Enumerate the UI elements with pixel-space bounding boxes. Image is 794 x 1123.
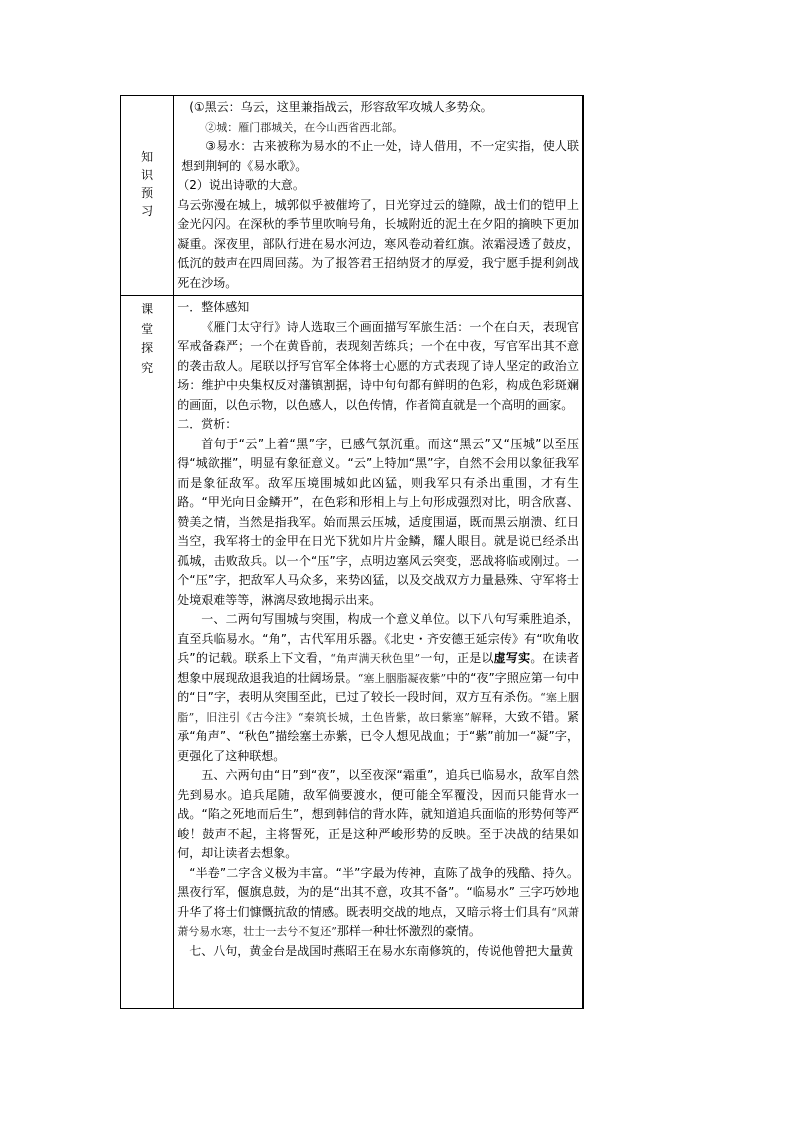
- side-char: 习: [141, 204, 154, 218]
- explore-row: [121, 296, 584, 1009]
- explore-text: [174, 296, 582, 1008]
- poem-meaning: 乌云弥漫在城上，城郭似乎被催垮了，日光穿过云的缝隙，战士们的铠甲上金光闪闪。在深秋的季节里吹响号角，长城附近的泥土在夕阳的摘映下更加凝重。深夜里，部队行进在易水河边，寒风卷动着红旗。浓霜浸透了鼓皮，低沉的鼓声在四周回荡。为了报答君王招纳贤才的厚爱，我宁愿手提利剑战死在沙场。: [177, 197, 579, 290]
- side-char: 探: [141, 341, 154, 355]
- explore-content-cell: [174, 296, 583, 1009]
- side-char: 堂: [141, 321, 154, 336]
- quote-span: “角声满天秋色里”: [330, 652, 421, 665]
- text-span: 。在读者想象中展现敌退我追的壮阔场景。: [177, 651, 579, 685]
- appreciation-paragraph-4: [177, 864, 579, 942]
- overview-heading: 一．整体感知: [177, 300, 250, 314]
- quote-span: “风萧萧兮易水寒，壮士一去兮不复还”: [177, 905, 579, 938]
- preview-text: [174, 96, 582, 295]
- preview-side-label: [121, 96, 173, 220]
- side-char: 课: [141, 302, 154, 316]
- text-span: 一句，正是以: [420, 651, 494, 665]
- preview-side-cell: [121, 96, 174, 296]
- preview-empty-cell: [582, 96, 583, 296]
- text-span: 那样一种壮怀激烈的豪情。: [336, 924, 481, 938]
- text-span: 一、二两句写围城与突围，构成一个意义单位。以下八句写乘胜追杀，直至兵临易水。“角”，古代军用乐器。《北史・齐安德王延宗传》有“吹角收兵”的记载。联系上下文看，: [177, 612, 579, 665]
- task-heading: （2）说出诗歌的大意。: [177, 178, 305, 192]
- appreciation-paragraph-5: 七、八句，黄金台是战国时燕昭王在易水东南修筑的，传说他曾把大量黄: [189, 943, 574, 958]
- explore-side-label: [121, 296, 173, 378]
- side-char: 预: [141, 186, 154, 200]
- quote-span: “塞上胭脂”，旧注引《古今注》“秦筑长城，土色皆紫，故曰紫塞”解释，: [177, 691, 579, 724]
- text-span: 中的“夜”字照应第一句中的“日”字，表明从突围至此，已过了较长一段时间，双方互有杀伤。: [177, 670, 579, 704]
- explore-empty-cell: [582, 296, 583, 1009]
- appreciation-paragraph-1: 首句于“云”上着“黑”字，已感气氛沉重。而这“黑云”又“压城”以至压得“城欲摧”，明显有象征意义。“云”上特加“黑”字，自然不会用以象征我军而是象征敌军。敌军压境围城如此凶猛，则我军只有杀出重围，才有生路。“甲光向日金鳞开”，在色彩和形相上与上句形成强烈对比，明含欣喜、赞美之情，当然是指我军。始而黑云压城，适度围逼，既而黑云崩溃、红日当空，我军将士的金甲在日光下犹如片片金鳞，耀人眼目。就是说已经杀出孤城，击败敌兵。以一个“压”字，点明边塞风云突变，恶战将临或刚过。一个“压”字，把敌军人马众多，来势凶猛，以及交战双方力量悬殊、守军将士处境艰难等等，淋漓尽致地揭示出来。: [177, 436, 579, 607]
- lesson-table: [120, 95, 584, 1009]
- side-char: 究: [141, 360, 154, 375]
- text-span: “半卷”二字含义极为丰富。“半”字最为传神，直陈了战争的残酷、持久。黑夜行军，偃旗息鼓，为的是“出其不意，攻其不备”。“临易水” 三字巧妙地升华了将士们慷慨抗敌的情感。既表明交战的地点，又暗示将士们具有: [177, 865, 579, 919]
- appreciation-paragraph-3: 五、六两句由“日”到“夜”，以至夜深“霜重”，追兵已临易水，敌军自然先到易水。追兵尾随，敌军倘要渡水，便可能全军覆没，因而只能背水一战。“陷之死地而后生”，想到韩信的背水阵，就知道追兵面临的形势何等严峻！鼓声不起，主将誓死，正是这种严峻形势的反映。至于决战的结果如何，却让读者去想象。: [177, 768, 579, 860]
- bold-span: 虚写实: [493, 651, 531, 665]
- note-cheng: ②城：雁门郡城关，在今山西省西北部。: [205, 120, 404, 134]
- preview-row: [121, 96, 584, 296]
- note-heiyun: (①黑云：乌云，这里兼指战云，形容敌军攻城人多势众。: [189, 100, 493, 114]
- appreciation-paragraph-2: [177, 610, 579, 766]
- explore-side-cell: [121, 296, 174, 1009]
- quote-span: “塞上胭脂凝夜紫”: [357, 671, 447, 685]
- side-char: 识: [141, 168, 154, 182]
- preview-content-cell: [174, 96, 583, 296]
- text-span: 大致不错。紧承“角声”、“秋色”描绘塞土赤紫，已令人想见战血；于“紫”前加一“凝”字，更强化了这种联想。: [177, 709, 579, 763]
- appreciation-heading: 二．赏析：: [177, 417, 238, 431]
- note-yishui: ③易水：古来被称为易水的不止一处，诗人借用，不一定实指，使人联想到荆轲的《易水歌》。: [181, 139, 579, 173]
- overview-paragraph: 《雁门太守行》诗人选取三个画面描写军旅生活：一个在白天，表现官军戒备森严；一个在黄昏前，表现刻苦练兵；一个在中夜，写官军出其不意的袭击敌人。尾联以抒写官军全体将士心愿的方式表现了诗人坚定的政治立场：维护中央集权反对藩镇割据，诗中句句都有鲜明的色彩，构成色彩斑斓的画面，以色示物，以色感人，以色传情，作者简直就是一个高明的画家。: [177, 319, 579, 412]
- side-char: 知: [141, 150, 154, 164]
